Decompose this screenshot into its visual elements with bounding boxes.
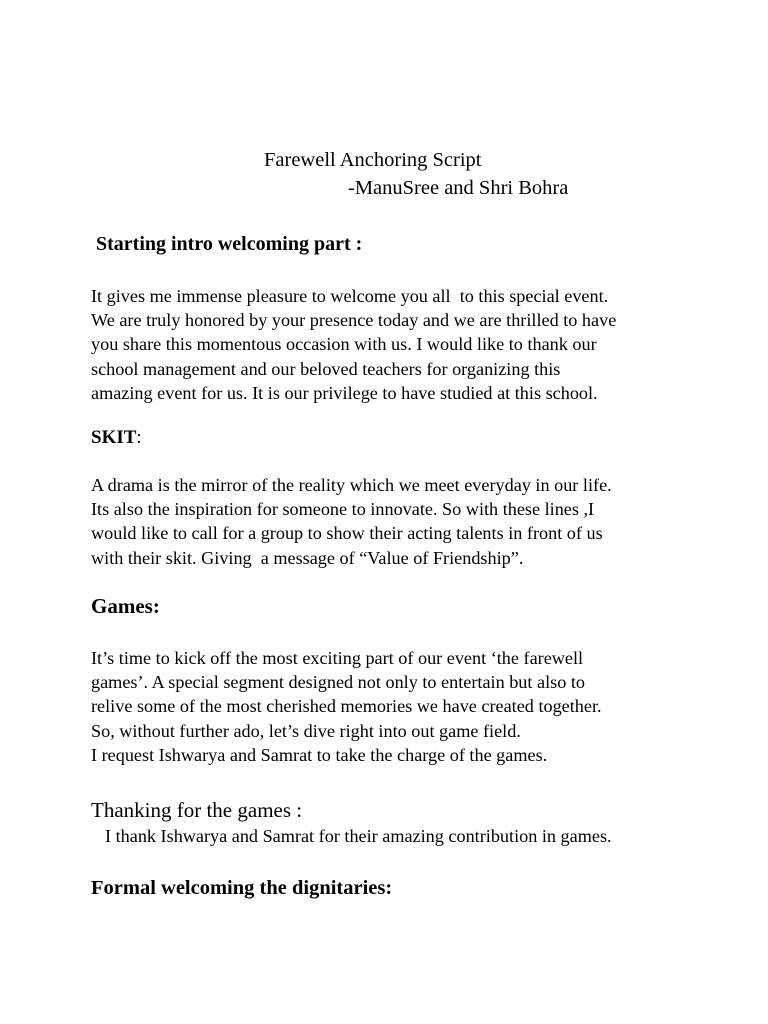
paragraph-skit: [91, 473, 612, 570]
heading-skit-colon: :: [136, 427, 142, 448]
heading-intro: Starting intro welcoming part :: [96, 233, 363, 255]
heading-formal-welcome: Formal welcoming the dignitaries:: [91, 877, 393, 899]
paragraph-line: It’s time to kick off the most exciting part of our event ‘the farewell: [91, 648, 584, 668]
paragraph-thanks: I thank Ishwarya and Samrat for their amazing contribution in games.: [105, 826, 612, 846]
paragraph-line: school management and our beloved teachers for organizing this: [91, 358, 561, 379]
paragraph-line: I request Ishwarya and Samrat to take the charge of the games.: [91, 744, 548, 765]
paragraph-line: would like to call for a group to show their acting talents in front of us: [91, 523, 603, 544]
document-title: Farewell Anchoring Script: [264, 149, 482, 171]
heading-games: Games:: [91, 594, 160, 618]
paragraph-line: A drama is the mirror of the reality which we meet everyday in our life.: [91, 475, 612, 495]
paragraph-line: relive some of the most cherished memories we have created together.: [91, 696, 602, 717]
paragraph-line: you share this momentous occasion with us. I would like to thank our: [91, 334, 597, 355]
paragraph-line: So, without further ado, let’s dive right into out game field.: [91, 720, 521, 741]
paragraph-line: games’. A special segment designed not only to entertain but also to: [91, 672, 585, 693]
heading-skit-label: SKIT: [91, 427, 137, 448]
paragraph-line: with their skit. Giving a message of “Value of Friendship”.: [91, 547, 524, 568]
paragraph-line: We are truly honored by your presence today and we are thrilled to have: [91, 310, 617, 331]
paragraph-line: It gives me immense pleasure to welcome you all to this special event.: [91, 286, 609, 306]
paragraph-games: [91, 646, 602, 767]
document-authors: -ManuSree and Shri Bohra: [348, 177, 569, 199]
paragraph-line: Its also the inspiration for someone to innovate. So with these lines ,I: [91, 499, 595, 520]
heading-skit: [91, 425, 142, 451]
paragraph-intro: [91, 284, 616, 405]
paragraph-line: amazing event for us. It is our privilege to have studied at this school.: [91, 382, 598, 403]
heading-thanks: Thanking for the games :: [91, 798, 303, 822]
